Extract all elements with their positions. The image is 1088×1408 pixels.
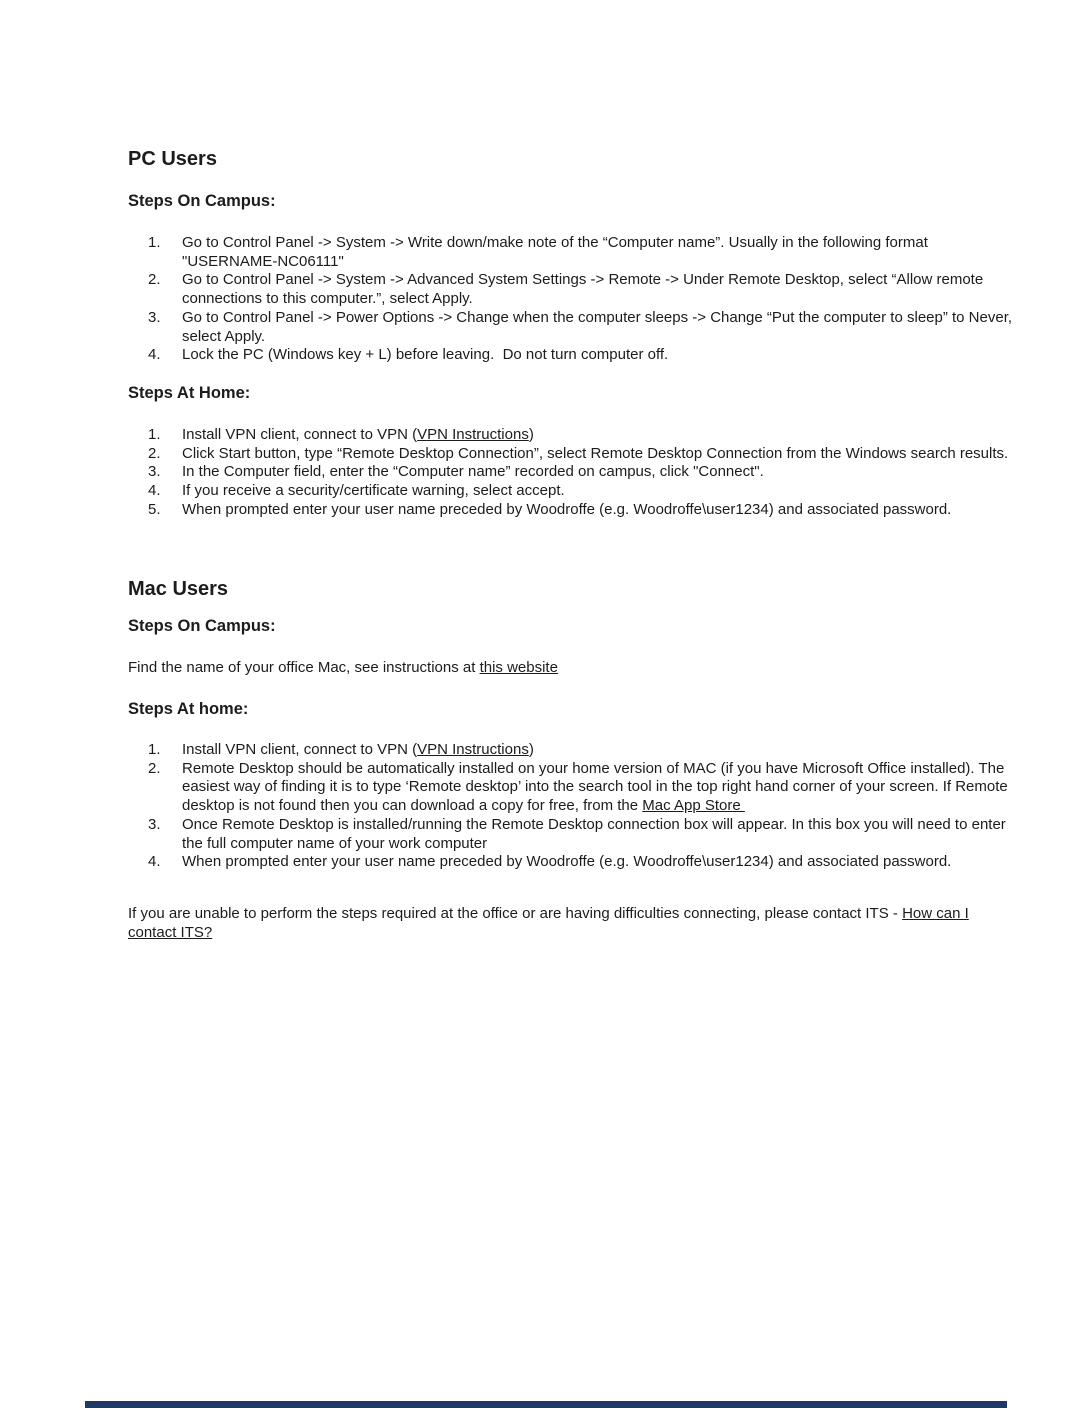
list-number: 4.: [148, 853, 161, 871]
step-text: When prompted enter your user name preceded by Woodroffe (e.g. Woodroffe\user1234) and associated password.: [182, 500, 952, 518]
pc-steps-at-home-heading: Steps At Home:: [128, 384, 251, 402]
step-text: In the Computer field, enter the “Computer name” recorded on campus, click "Connect".: [182, 463, 764, 481]
list-item: [128, 445, 1014, 464]
step-text: Install VPN client, connect to VPN (VPN Instructions): [182, 741, 534, 758]
step-text: Install VPN client, connect to VPN (VPN Instructions): [182, 426, 534, 443]
list-number: 4.: [148, 482, 161, 500]
mac-campus-paragraph: Find the name of your office Mac, see instructions at this website: [128, 659, 558, 676]
list-item: [128, 346, 1014, 365]
list-item: [128, 816, 1014, 853]
step-text: Once Remote Desktop is installed/running the Remote Desktop connection box will appear. In this box you will need to enter the full computer name of your work computer: [182, 815, 1010, 852]
list-item: [128, 234, 1014, 271]
list-item: [128, 308, 1017, 346]
list-number: 3.: [148, 815, 161, 833]
this-website-link[interactable]: this website: [479, 659, 558, 676]
step-text: When prompted enter your user name preceded by Woodroffe (e.g. Woodroffe\user1234) and associated password.: [182, 853, 952, 871]
step-text: If you receive a security/certificate warning, select accept.: [182, 482, 565, 500]
step-text: Go to Control Panel -> System -> Write down/make note of the “Computer name”. Usually in the following format "USERNAME-NC06111": [182, 234, 933, 270]
list-item: [128, 271, 1014, 308]
list-number: 1.: [148, 741, 161, 758]
step-text: Click Start button, type “Remote Desktop Connection”, select Remote Desktop Connection from the Windows search results.: [182, 444, 1009, 462]
vpn-instructions-link[interactable]: VPN Instructions: [417, 426, 529, 443]
how-can-i-contact-its-link[interactable]: How can I contact ITS?: [128, 905, 969, 941]
list-number: 4.: [148, 346, 161, 364]
mac-steps-at-home-heading: Steps At home:: [128, 700, 249, 718]
mac-users-heading: Mac Users: [128, 578, 229, 600]
list-number: 1.: [148, 234, 161, 251]
mac-home-steps-list: [128, 741, 1014, 872]
list-number: 5.: [148, 500, 161, 518]
pc-campus-steps-list: [128, 234, 1017, 365]
list-number: 2.: [148, 444, 161, 462]
pc-users-heading: PC Users: [128, 148, 217, 170]
step-text: Remote Desktop should be automatically installed on your home version of MAC (if you have Microsoft Office installed). The easiest way of finding it is to type ‘Remote desktop’ into the search tool in the top right hand corner of your screen. If Remote desktop is not found then you can download a copy for free, from the Mac App Store: [182, 759, 1012, 815]
list-item: [128, 463, 1014, 482]
page-bottom-bar: [85, 1401, 1007, 1408]
list-item: [128, 741, 1014, 760]
list-number: 2.: [148, 271, 161, 289]
mac-app-store-link[interactable]: Mac App Store: [642, 797, 745, 815]
footer-paragraph: If you are unable to perform the steps required at the office or are having difficulties connecting, please contact ITS - How can I contact ITS?: [128, 905, 969, 941]
vpn-instructions-link[interactable]: VPN Instructions: [417, 741, 529, 758]
list-number: 1.: [148, 426, 161, 443]
pc-home-steps-list: [128, 426, 1014, 520]
mac-steps-on-campus-heading: Steps On Campus:: [128, 617, 276, 635]
step-text: Go to Control Panel -> Power Options -> Change when the computer sleeps -> Change “Put the computer to sleep” to Never, select Apply.: [182, 308, 1017, 345]
list-item: [128, 501, 1014, 520]
list-item: [128, 426, 1014, 445]
list-item: [128, 760, 1014, 816]
pc-steps-on-campus-heading: Steps On Campus:: [128, 192, 276, 210]
list-item: [128, 482, 1014, 501]
list-item: [128, 853, 1014, 872]
step-text: Lock the PC (Windows key + L) before leaving. Do not turn computer off.: [182, 346, 669, 364]
list-number: 2.: [148, 759, 161, 777]
list-number: 3.: [148, 308, 161, 326]
list-number: 3.: [148, 463, 161, 481]
step-text: Go to Control Panel -> System -> Advanced System Settings -> Remote -> Under Remote Desktop, select “Allow remote connections to this computer.”, select Apply.: [182, 271, 988, 308]
